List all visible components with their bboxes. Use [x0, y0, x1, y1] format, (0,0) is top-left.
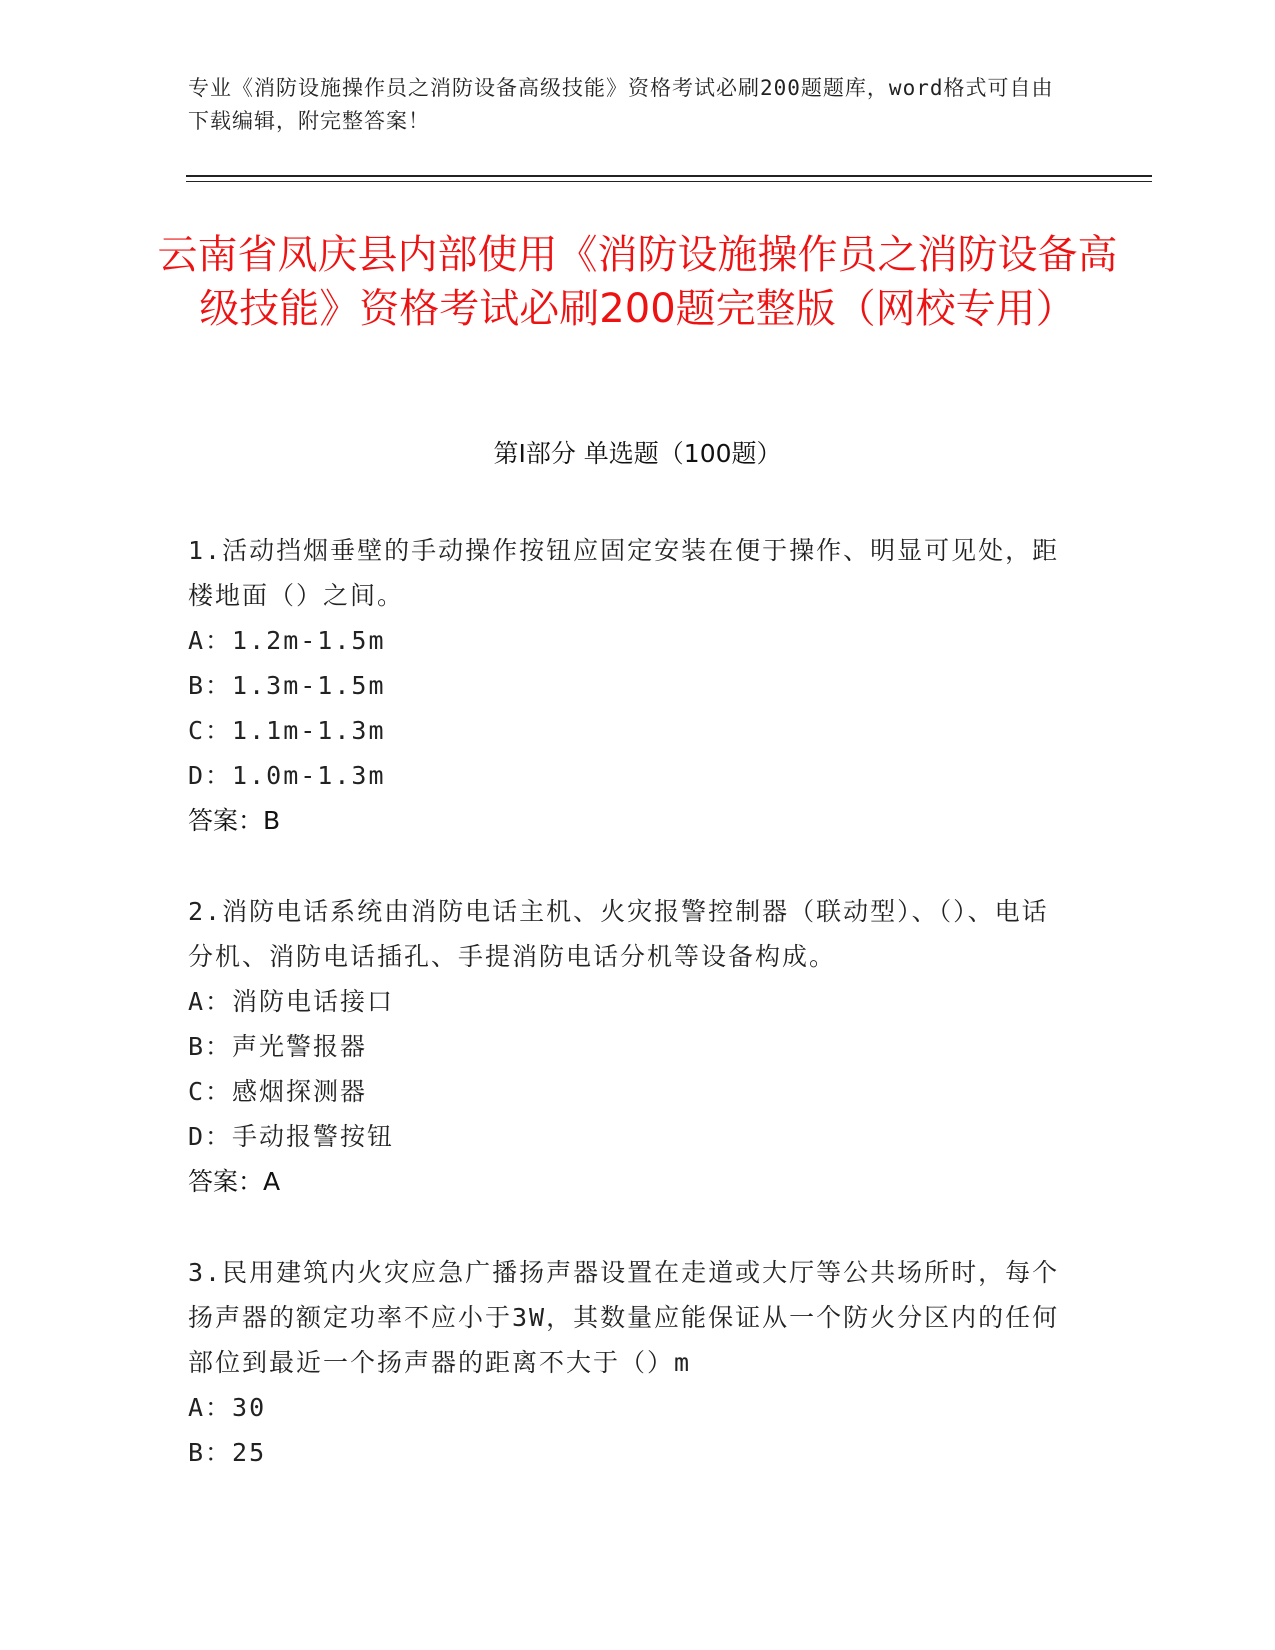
question-2 — [188, 889, 1068, 1204]
question-list — [188, 528, 1068, 1521]
question-text: 1.活动挡烟垂壁的手动操作按钮应固定安装在便于操作、明显可见处，距楼地面（）之间。 — [188, 536, 1060, 610]
header-rule-thick — [186, 175, 1152, 177]
answer: 答案：B — [188, 806, 281, 835]
header-note: 专业《消防设施操作员之消防设备高级技能》资格考试必刷200题题库，word格式可自由下载编辑，附完整答案！ — [188, 76, 1054, 133]
option-d: D：手动报警按钮 — [188, 1122, 395, 1151]
question-text: 2.消防电话系统由消防电话主机、火灾报警控制器（联动型）、（）、电话分机、消防电话插孔、手提消防电话分机等设备构成。 — [188, 897, 1049, 971]
option-c: C：感烟探测器 — [188, 1077, 368, 1106]
option-b: B：1.3m-1.5m — [188, 671, 386, 700]
option-b: B：25 — [188, 1438, 267, 1467]
option-a: A：1.2m-1.5m — [188, 626, 386, 655]
section-title: 第I部分 单选题（100题） — [493, 439, 782, 468]
header-rule-thin — [186, 181, 1152, 182]
option-b: B：声光警报器 — [188, 1032, 368, 1061]
document-title: 云南省凤庆县内部使用《消防设施操作员之消防设备高级技能》资格考试必刷200题完整版（网校专用） — [157, 232, 1118, 332]
question-3 — [188, 1250, 1068, 1475]
option-a: A：30 — [188, 1393, 267, 1422]
option-a: A：消防电话接口 — [188, 987, 395, 1016]
question-text: 3.民用建筑内火灾应急广播扬声器设置在走道或大厅等公共场所时，每个扬声器的额定功率不应小于3W，其数量应能保证从一个防火分区内的任何部位到最近一个扬声器的距离不大于（）m — [188, 1258, 1060, 1377]
answer: 答案：A — [188, 1167, 281, 1196]
question-1 — [188, 528, 1068, 843]
option-c: C：1.1m-1.3m — [188, 716, 386, 745]
option-d: D：1.0m-1.3m — [188, 761, 386, 790]
